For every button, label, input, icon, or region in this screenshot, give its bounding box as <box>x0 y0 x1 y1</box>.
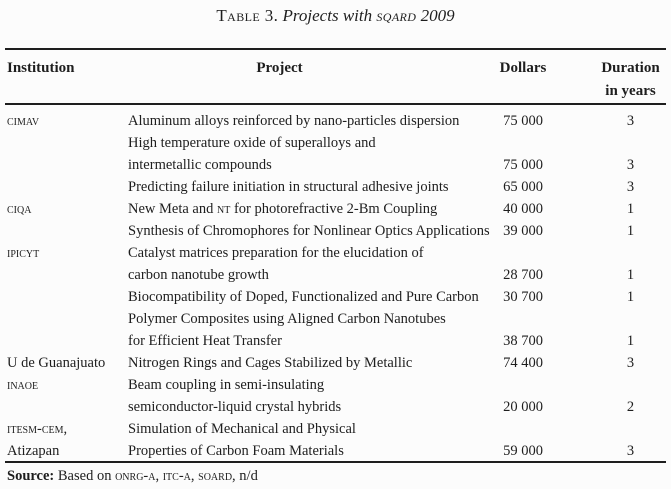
table-row <box>0 242 663 264</box>
table-row <box>0 176 663 198</box>
duration-cell: 3 <box>626 157 635 173</box>
table-row <box>0 418 663 440</box>
dollars-cell: 38 700 <box>503 333 543 349</box>
institution-cell: ciqa <box>7 201 32 217</box>
project-cell: Simulation of Mechanical and Physical <box>128 421 356 437</box>
institution-cell: U de Guanajuato <box>7 355 106 371</box>
institution-cell <box>0 220 128 242</box>
bottom-rule <box>5 461 666 463</box>
table-row <box>0 308 663 330</box>
duration-cell: 1 <box>626 333 635 349</box>
source-text: Based on onrg-a, itc-a, soard, n/d <box>54 468 258 484</box>
table-row <box>0 198 663 220</box>
duration-cell <box>553 132 663 154</box>
dollars-cell: 59 000 <box>503 443 543 459</box>
duration-cell: 3 <box>626 443 635 459</box>
dollars-cell <box>493 374 553 396</box>
institution-cell: inaoe <box>7 377 39 393</box>
header-duration-line2: in years <box>605 83 656 99</box>
header-duration-line1: Duration <box>601 60 660 76</box>
header-rule <box>5 103 666 105</box>
dollars-cell: 30 700 <box>503 289 543 305</box>
project-cell: Catalyst matrices preparation for the elucidation of <box>128 245 424 261</box>
project-cell: for Efficient Heat Transfer <box>128 333 282 349</box>
top-rule <box>5 48 666 50</box>
duration-cell <box>553 418 663 440</box>
table-row <box>0 154 663 176</box>
table-row <box>0 286 663 308</box>
dollars-cell: 75 000 <box>503 157 543 173</box>
duration-cell: 2 <box>626 399 635 415</box>
institution-cell <box>0 154 128 176</box>
table-row <box>0 110 663 132</box>
institution-cell <box>0 132 128 154</box>
project-cell: Polymer Composites using Aligned Carbon Nanotubes <box>128 311 446 327</box>
table-row <box>0 264 663 286</box>
institution-cell: ipicyt <box>7 245 40 261</box>
duration-cell <box>553 374 663 396</box>
project-cell: intermetallic compounds <box>128 157 272 173</box>
duration-cell: 3 <box>626 355 635 371</box>
table-row <box>0 440 663 462</box>
dollars-cell <box>493 242 553 264</box>
dollars-cell <box>493 132 553 154</box>
project-cell: carbon nanotube growth <box>128 267 269 283</box>
dollars-cell: 28 700 <box>503 267 543 283</box>
table-row <box>0 330 663 352</box>
project-cell: Biocompatibility of Doped, Functionalized and Pure Carbon <box>128 289 479 305</box>
project-cell: Beam coupling in semi-insulating <box>128 377 325 393</box>
project-cell: Aluminum alloys reinforced by nano-particles dispersion <box>128 113 460 129</box>
table-row <box>0 374 663 396</box>
dollars-cell: 40 000 <box>503 201 543 217</box>
header-project: Project <box>256 60 303 76</box>
table-title-label: Table 3. <box>216 6 279 25</box>
duration-cell <box>553 308 663 330</box>
table-body <box>0 110 663 462</box>
header-institution: Institution <box>7 60 75 76</box>
institution-cell <box>0 330 128 352</box>
project-cell: Nitrogen Rings and Cages Stabilized by Metallic <box>128 355 413 371</box>
dollars-cell: 20 000 <box>503 399 543 415</box>
dollars-cell: 65 000 <box>503 179 543 195</box>
table-title <box>0 6 671 26</box>
duration-cell: 1 <box>626 223 635 239</box>
header-duration <box>553 57 663 103</box>
table-title-text: Projects with <box>278 6 377 25</box>
dollars-cell <box>493 308 553 330</box>
institution-cell <box>0 286 128 308</box>
dollars-cell <box>493 418 553 440</box>
project-cell: New Meta and nt for photorefractive 2-Bm Coupling <box>128 201 438 217</box>
table-header-row <box>0 57 663 103</box>
dollars-cell: 39 000 <box>503 223 543 239</box>
duration-cell: 1 <box>626 289 635 305</box>
table-row <box>0 132 663 154</box>
institution-cell: itesm-cem, <box>7 421 68 437</box>
project-cell: Synthesis of Chromophores for Nonlinear Optics Applications <box>128 223 490 239</box>
institution-cell <box>0 176 128 198</box>
duration-cell: 1 <box>626 267 635 283</box>
duration-cell <box>553 242 663 264</box>
table-title-year: 2009 <box>416 6 455 25</box>
institution-cell <box>0 308 128 330</box>
source-label: Source: <box>7 468 55 484</box>
table-row <box>0 396 663 418</box>
duration-cell: 3 <box>626 179 635 195</box>
dollars-cell: 74 400 <box>503 355 543 371</box>
institution-cell <box>0 264 128 286</box>
table-row <box>0 220 663 242</box>
institution-cell: Atizapan <box>7 443 60 459</box>
table-title-acronym: sqard <box>376 6 417 25</box>
institution-cell: cimav <box>7 113 40 129</box>
project-cell: High temperature oxide of superalloys and <box>128 135 376 151</box>
table-row <box>0 352 663 374</box>
project-cell: Properties of Carbon Foam Materials <box>128 443 344 459</box>
header-dollars: Dollars <box>499 60 547 76</box>
duration-cell: 1 <box>626 201 635 217</box>
project-cell: semiconductor-liquid crystal hybrids <box>128 399 342 415</box>
duration-cell: 3 <box>626 113 635 129</box>
source-note <box>7 468 258 485</box>
institution-cell <box>0 396 128 418</box>
dollars-cell: 75 000 <box>503 113 543 129</box>
project-cell: Predicting failure initiation in structural adhesive joints <box>128 179 449 195</box>
